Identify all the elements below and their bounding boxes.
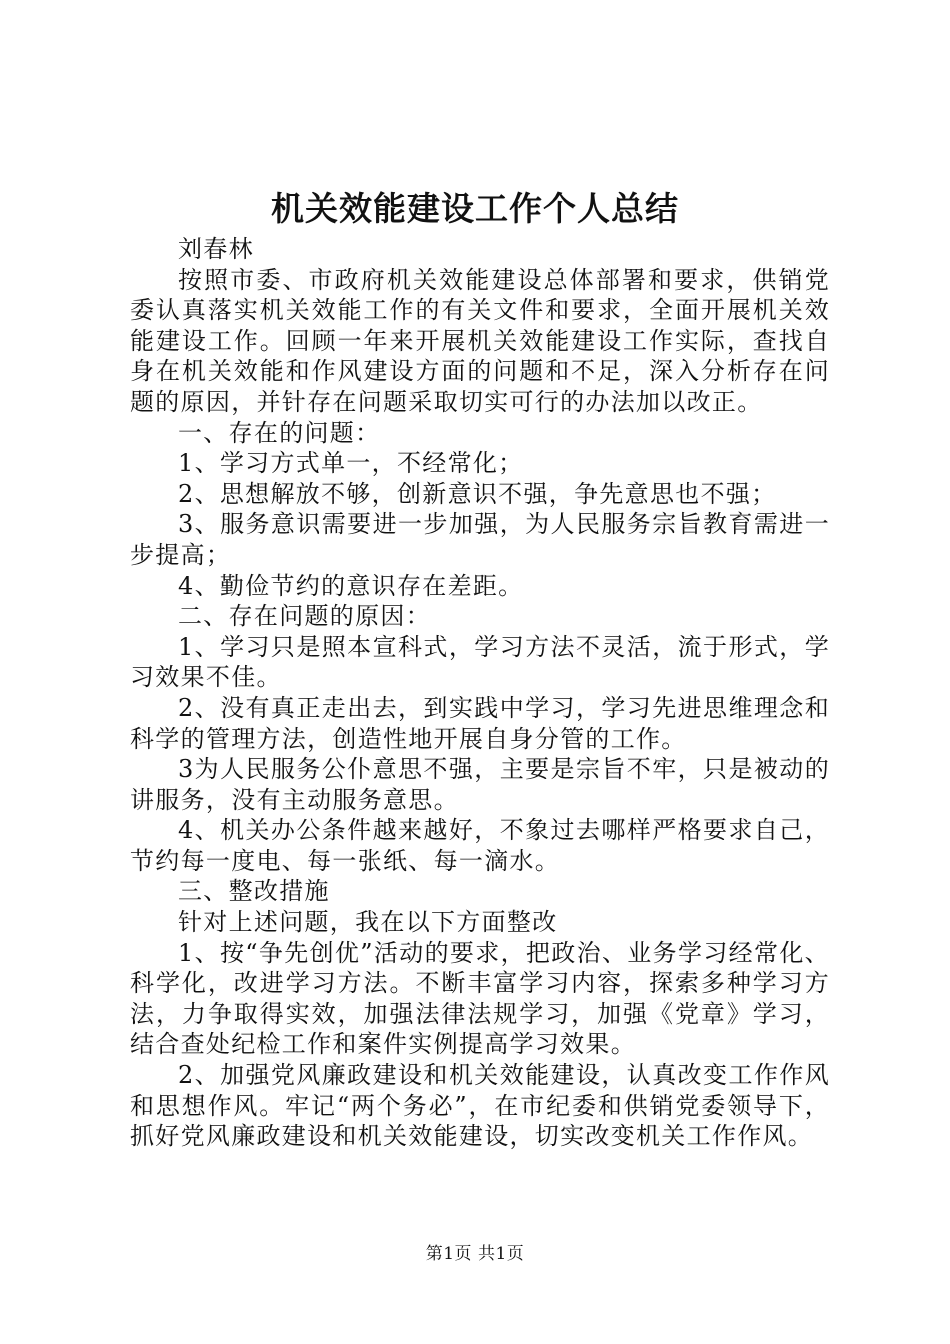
problem-item-1: 1、学习方式单一，不经常化； <box>178 449 524 478</box>
author-name: 刘春林 <box>178 235 254 263</box>
page-footer: 第1页 共1页 <box>425 1244 525 1264</box>
section-heading-measures: 三、整改措施 <box>178 877 330 906</box>
measure-item-1: 1、按“争先创优”活动的要求，把政治、业务学习经常化、科学化，改进学习方法。不断丰富学习内容，探索多种学习方法，力争取得实效，加强法律法规学习，加强《党章》学习，结合查处纪检工作和案件实例提高学习效果。 <box>130 938 830 1059</box>
measures-intro: 针对上述问题，我在以下方面整改 <box>178 908 558 937</box>
cause-item-2: 2、没有真正走出去，到实践中学习，学习先进思维理念和科学的管理方法，创造性地开展自身分管的工作。 <box>130 693 830 753</box>
section-heading-causes: 二、存在问题的原因： <box>178 602 431 631</box>
measure-item-2: 2、加强党风廉政建设和机关效能建设，认真改变工作作风和思想作风。牢记“两个务必”，在市纪委和供销党委领导下，抓好党风廉政建设和机关效能建设，切实改变机关工作作风。 <box>130 1061 830 1151</box>
cause-item-4: 4、机关办公条件越来越好，不象过去哪样严格要求自己，节约每一度电、每一张纸、每一滴水。 <box>130 816 830 875</box>
document-body <box>130 234 830 1152</box>
document-title: 机关效能建设工作个人总结 <box>271 189 679 228</box>
cause-item-1: 1、学习只是照本宣科式，学习方法不灵活，流于形式，学习效果不佳。 <box>130 632 830 692</box>
section-heading-problems: 一、存在的问题： <box>178 418 381 447</box>
paragraph-intro: 按照市委、市政府机关效能建设总体部署和要求，供销党委认真落实机关效能工作的有关文件和要求，全面开展机关效能建设工作。回顾一年来开展机关效能建设工作实际，查找自身在机关效能和作风建设方面的问题和不足，深入分析存在问题的原因，并针存在问题采取切实可行的办法加以改正。 <box>130 265 830 416</box>
problem-item-3: 3、服务意识需要进一步加强，为人民服务宗旨教育需进一步提高； <box>130 510 830 569</box>
problem-item-4: 4、勤俭节约的意识存在差距。 <box>178 571 524 600</box>
cause-item-3: 3为人民服务公仆意思不强，主要是宗旨不牢，只是被动的讲服务，没有主动服务意思。 <box>130 755 830 814</box>
problem-item-2: 2、思想解放不够，创新意识不强，争先意思也不强； <box>178 479 777 508</box>
